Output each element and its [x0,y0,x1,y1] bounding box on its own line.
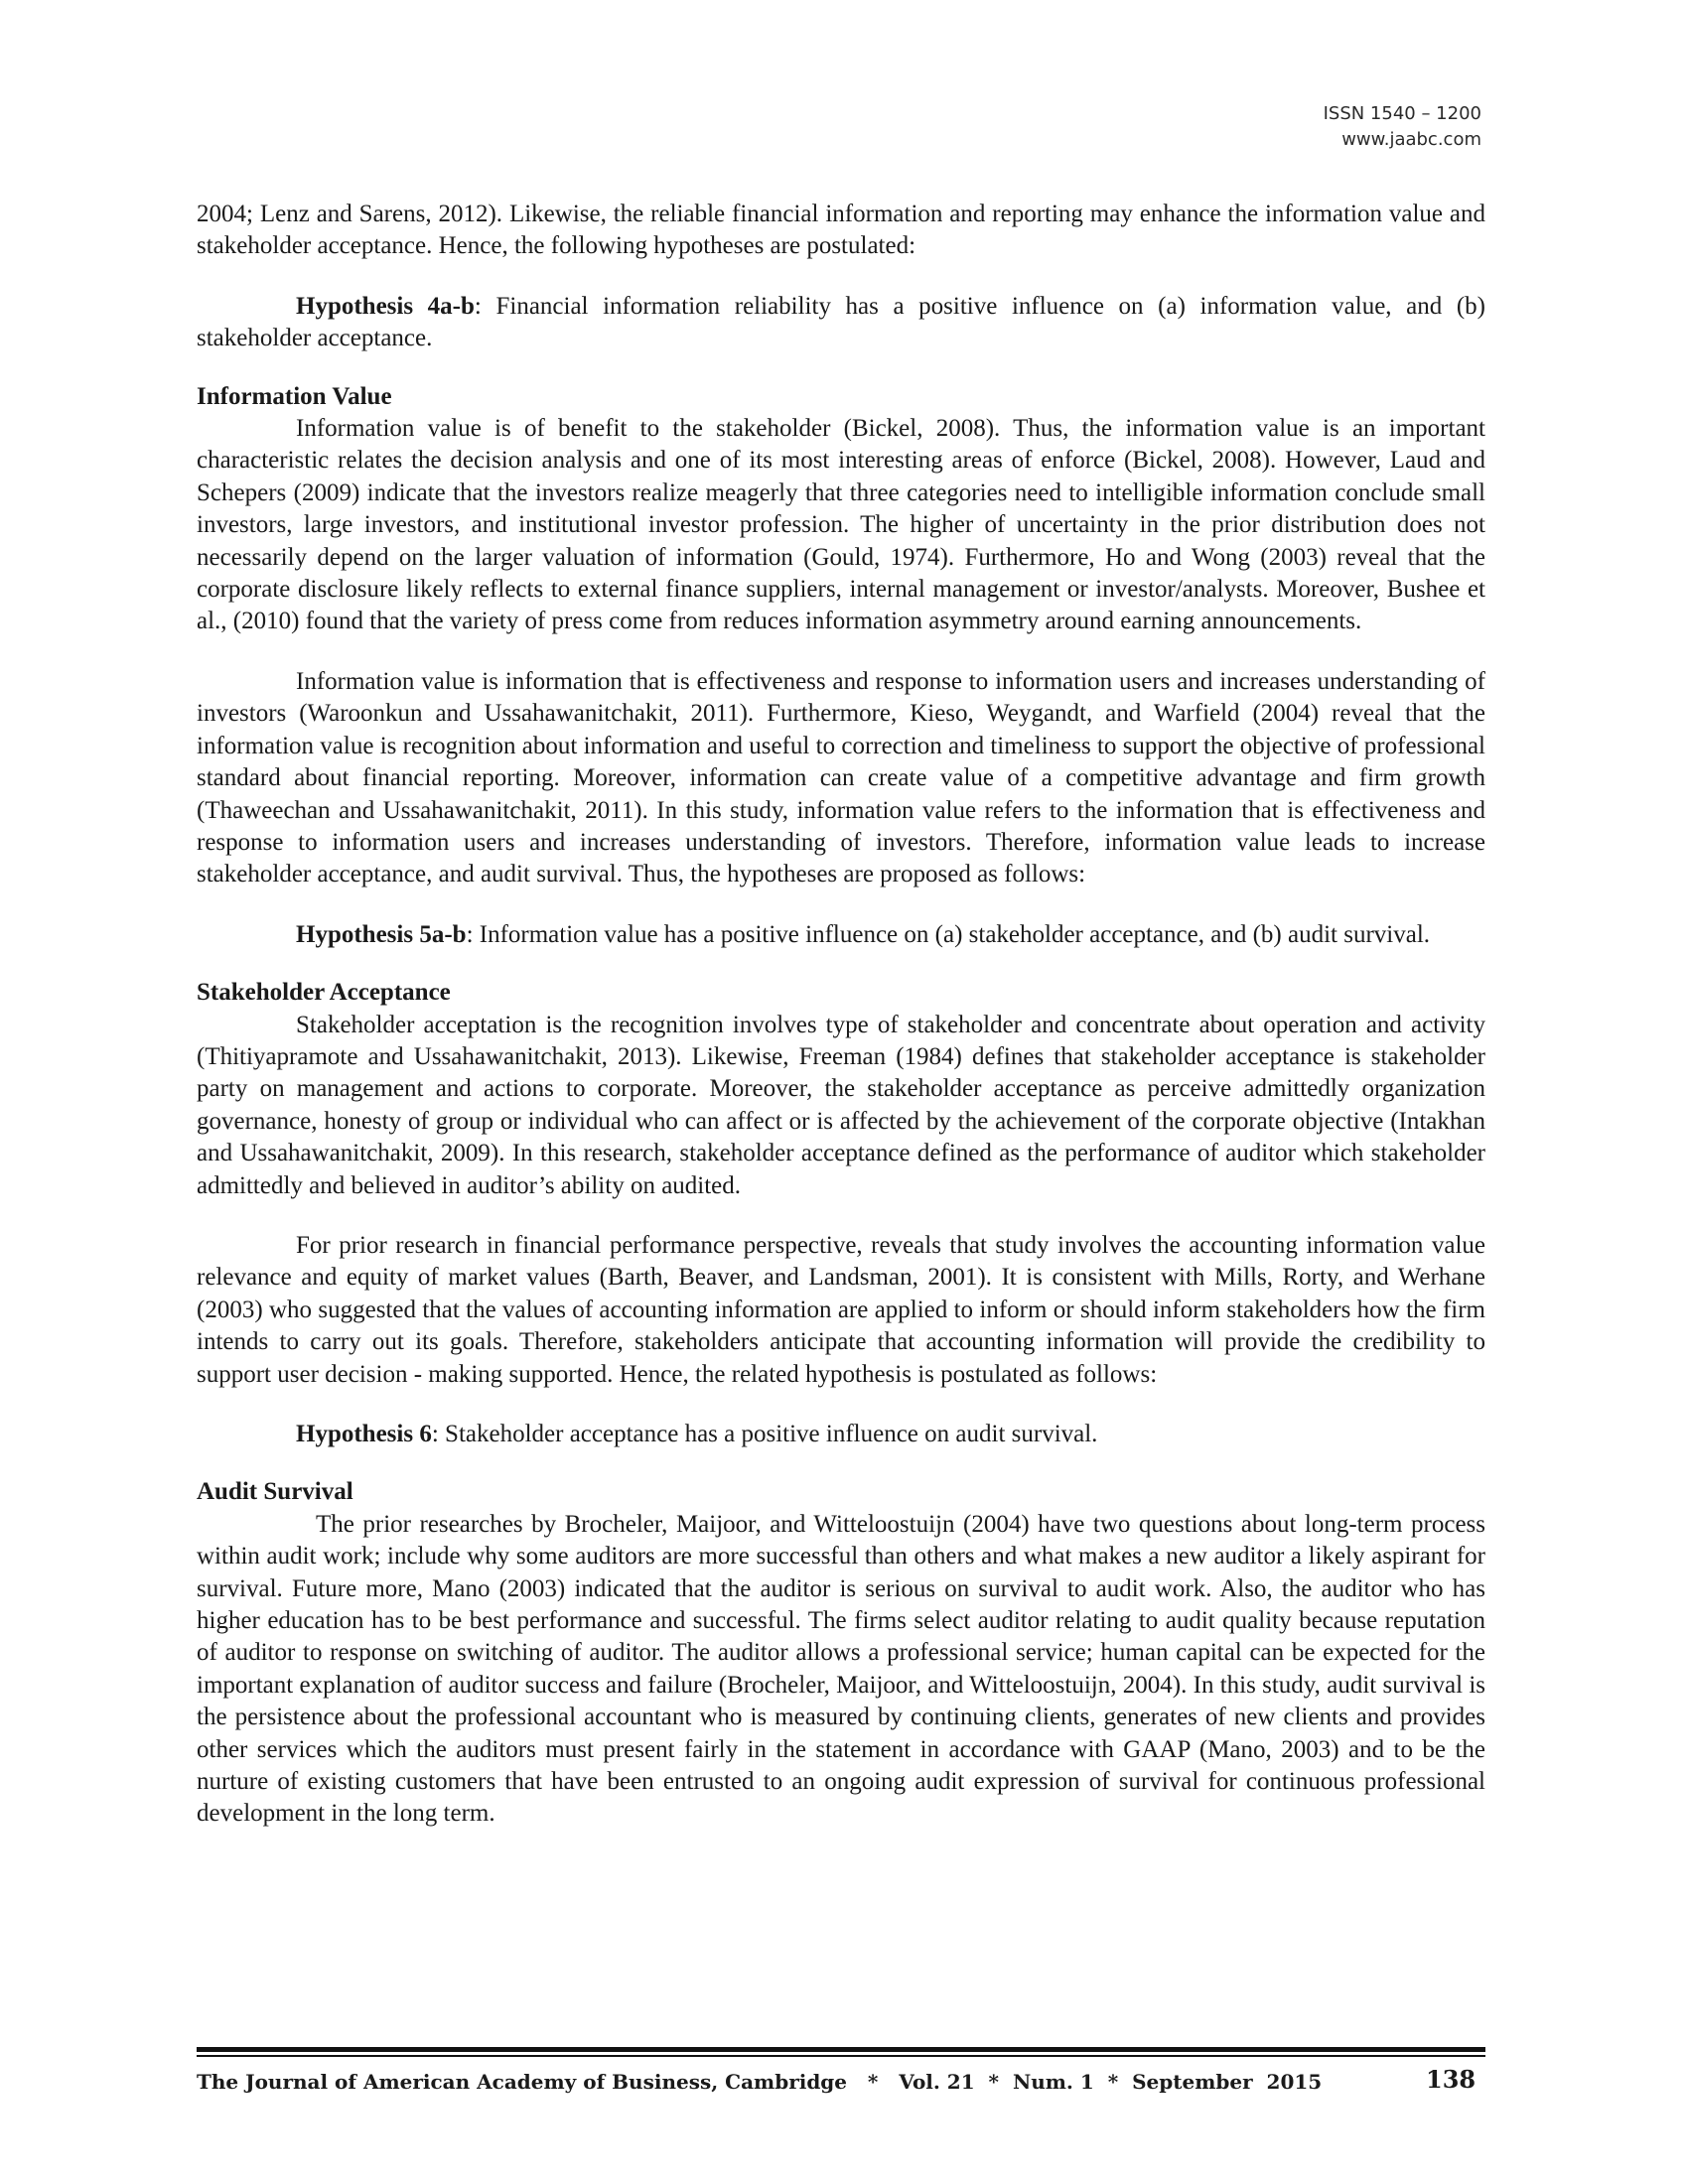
footer-rule-thin [197,2055,1485,2057]
section-heading-stakeholder-acceptance: Stakeholder Acceptance [197,979,451,1007]
section-heading-audit-survival: Audit Survival [197,1478,353,1506]
hypothesis-5-label: Hypothesis 5a-b [296,920,467,948]
paragraph-stakeholder-1: Stakeholder acceptation is the recognition involves type of stakeholder and concentrate about operation and activity (Thitiyapramote and Ussahawanitchakit, 2013). Likewise, Freeman (1984) defines that stakeholder acceptance is stakeholder party on management and actions to corporate. Moreover, the stakeholder acceptance as perceive admittedly organization governance, honesty of group or individual who can affect or is affected by the achievement of the corporate objective (Intakhan and Ussahawanitchakit, 2009). In this research, stakeholder acceptance defined as the performance of auditor which stakeholder admittedly and believed in auditor’s ability on audited. [197,1011,1485,1199]
hypothesis-6-text: : Stakeholder acceptance has a positive influence on audit survival. [431,1421,1098,1447]
hypothesis-6 [197,1419,1485,1450]
paragraph-continuation: 2004; Lenz and Sarens, 2012). Likewise, the reliable financial information and reporting may enhance the information value and stakeholder acceptance. Hence, the following hypotheses are postulated: [197,201,1485,260]
header-issn-block [1324,101,1481,153]
paragraph-information-value-2: Information value is information that is effectiveness and response to information users and increases understanding of investors (Waroonkun and Ussahawanitchakit, 2011). Furthermore, Kieso, Weygandt, and Warfield (2004) reveal that the information value is recognition about information and useful to correction and timeliness to support the objective of professional standard about financial reporting. Moreover, information can create value of a competitive advantage and firm growth (Thaweechan and Ussahawanitchakit, 2011). In this study, information value refers to the information that is effectiveness and response to information users and increases understanding of investors. Therefore, information value leads to increase stakeholder acceptance, and audit survival. Thus, the hypotheses are proposed as follows: [197,667,1485,888]
paragraph-stakeholder-2: For prior research in financial performance perspective, reveals that study involves the accounting information value relevance and equity of market values (Barth, Beaver, and Landsman, 2001). It is consistent with Mills, Rorty, and Werhane (2003) who suggested that the values of accounting information are applied to inform or should inform stakeholders how the firm intends to carry out its goals. Therefore, stakeholders anticipate that accounting information will provide the credibility to support user decision - making supported. Hence, the related hypothesis is postulated as follows: [197,1231,1485,1388]
hypothesis-4 [197,291,1485,355]
hypothesis-6-label: Hypothesis 6 [296,1421,432,1447]
section-heading-information-value: Information Value [197,382,392,410]
body-text [197,199,1485,1831]
footer-journal-citation: The Journal of American Academy of Business, Cambridge * Vol. 21 * Num. 1 * September 2015 [197,2070,1323,2094]
footer-rule-thick [197,2047,1485,2052]
hypothesis-4-label: Hypothesis 4a-b [296,292,475,320]
hypothesis-4-text: : Financial information reliability has a positive influence on (a) information value, and (b) stakeholder acceptance. [197,292,1485,352]
hypothesis-5-text: : Information value has a positive influence on (a) stakeholder acceptance, and (b) audit survival. [466,920,1431,948]
paragraph-audit-survival: The prior researches by Brocheler, Maijoor, and Witteloostuijn (2004) have two questions about long-term process within audit work; include why some auditors are more successful than others and what makes a new auditor a likely aspirant for survival. Future more, Mano (2003) indicated that the auditor is serious on survival to audit work. Also, the auditor who has higher education has to be best performance and successful. The firms select auditor relating to audit quality because reputation of auditor to response on switching of auditor. The auditor allows a professional service; human capital can be expected for the important explanation of auditor success and failure (Brocheler, Maijoor, and Witteloostuijn, 2004). In this study, audit survival is the persistence about the professional accountant who is measured by continuing clients, generates of new clients and provides other services which the auditors must present fairly in the statement in accordance with GAAP (Mano, 2003) and to be the nurture of existing customers that have been entrusted to an ongoing audit expression of survival for continuous professional development in the long term. [197,1510,1485,1828]
paragraph-information-value-1: Information value is of benefit to the stakeholder (Bickel, 2008). Thus, the information value is an important characteristic relates the decision analysis and one of its most interesting areas of enforce (Bickel, 2008). However, Laud and Schepers (2009) indicate that the investors realize meagerly that three categories need to intelligible information conclude small investors, large investors, and institutional investor profession. The higher of uncertainty in the prior distribution does not necessarily depend on the larger valuation of information (Gould, 1974). Furthermore, Ho and Wong (2003) reveal that the corporate disclosure likely reflects to external finance suppliers, internal management or investor/analysts. Moreover, Bushee et al., (2010) found that the variety of press come from reduces information asymmetry around earning announcements. [197,415,1485,635]
hypothesis-5 [197,919,1485,951]
issn-number: ISSN 1540 – 1200 [1323,103,1481,124]
journal-website: www.jaabc.com [1341,129,1481,150]
page-number: 138 [1426,2065,1477,2094]
